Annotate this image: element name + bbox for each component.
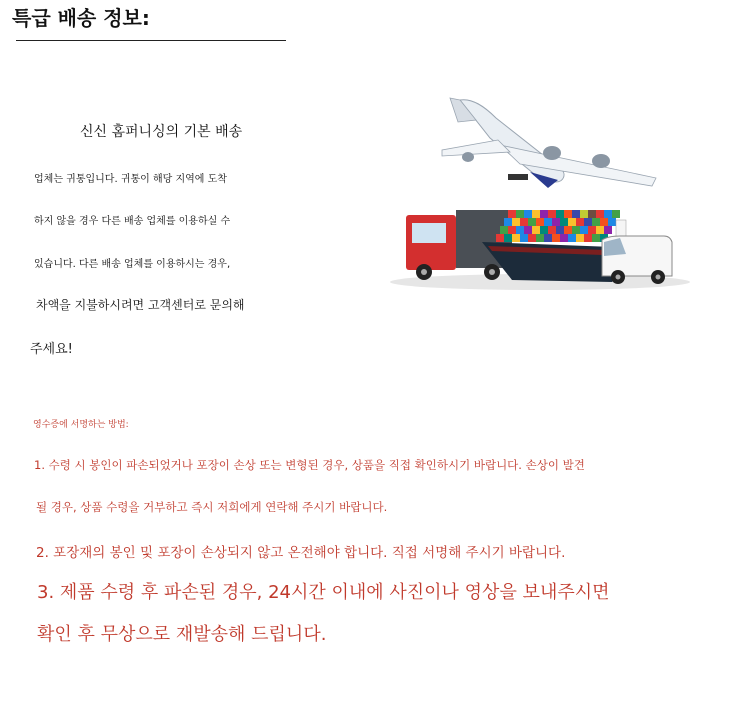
body-line-5: 주세요! <box>30 342 73 357</box>
body-line-2: 하지 않을 경우 다른 배송 업체를 이용하실 수 <box>34 216 231 227</box>
body-line-1: 업체는 귀통입니다. 귀통이 해당 지역에 도착 <box>34 174 227 185</box>
page-heading: 특급 배송 정보: <box>12 6 150 30</box>
body-line-3: 있습니다. 다른 배송 업체를 이용하시는 경우, <box>34 259 231 270</box>
signing-item-3-line-2: 확인 후 무상으로 재발송해 드립니다. <box>37 624 327 645</box>
signing-item-1-line-2: 될 경우, 상품 수령을 거부하고 즉시 저희에게 연락해 주시기 바랍니다. <box>36 500 388 514</box>
section-title: 신신 홈퍼니싱의 기본 배송 <box>80 124 243 140</box>
signing-item-3-line-1: 3. 제품 수령 후 파손된 경우, 24시간 이내에 사진이나 영상을 보내주시면 <box>37 582 610 603</box>
airplane-icon <box>442 98 656 188</box>
heading-divider <box>16 40 286 41</box>
signing-item-2: 2. 포장재의 봉인 및 포장이 손상되지 않고 온전해야 합니다. 직접 서명해 주시기 바랍니다. <box>36 545 566 561</box>
shipping-illustration <box>380 90 700 295</box>
signing-title: 영수증에 서명하는 방법: <box>33 420 129 430</box>
signing-item-1-line-1: 1. 수령 시 봉인이 파손되었거나 포장이 손상 또는 변형된 경우, 상품을 직접 확인하시기 바랍니다. 손상이 발견 <box>34 458 585 472</box>
body-line-4: 차액을 지불하시려면 고객센터로 문의해 <box>36 298 245 312</box>
